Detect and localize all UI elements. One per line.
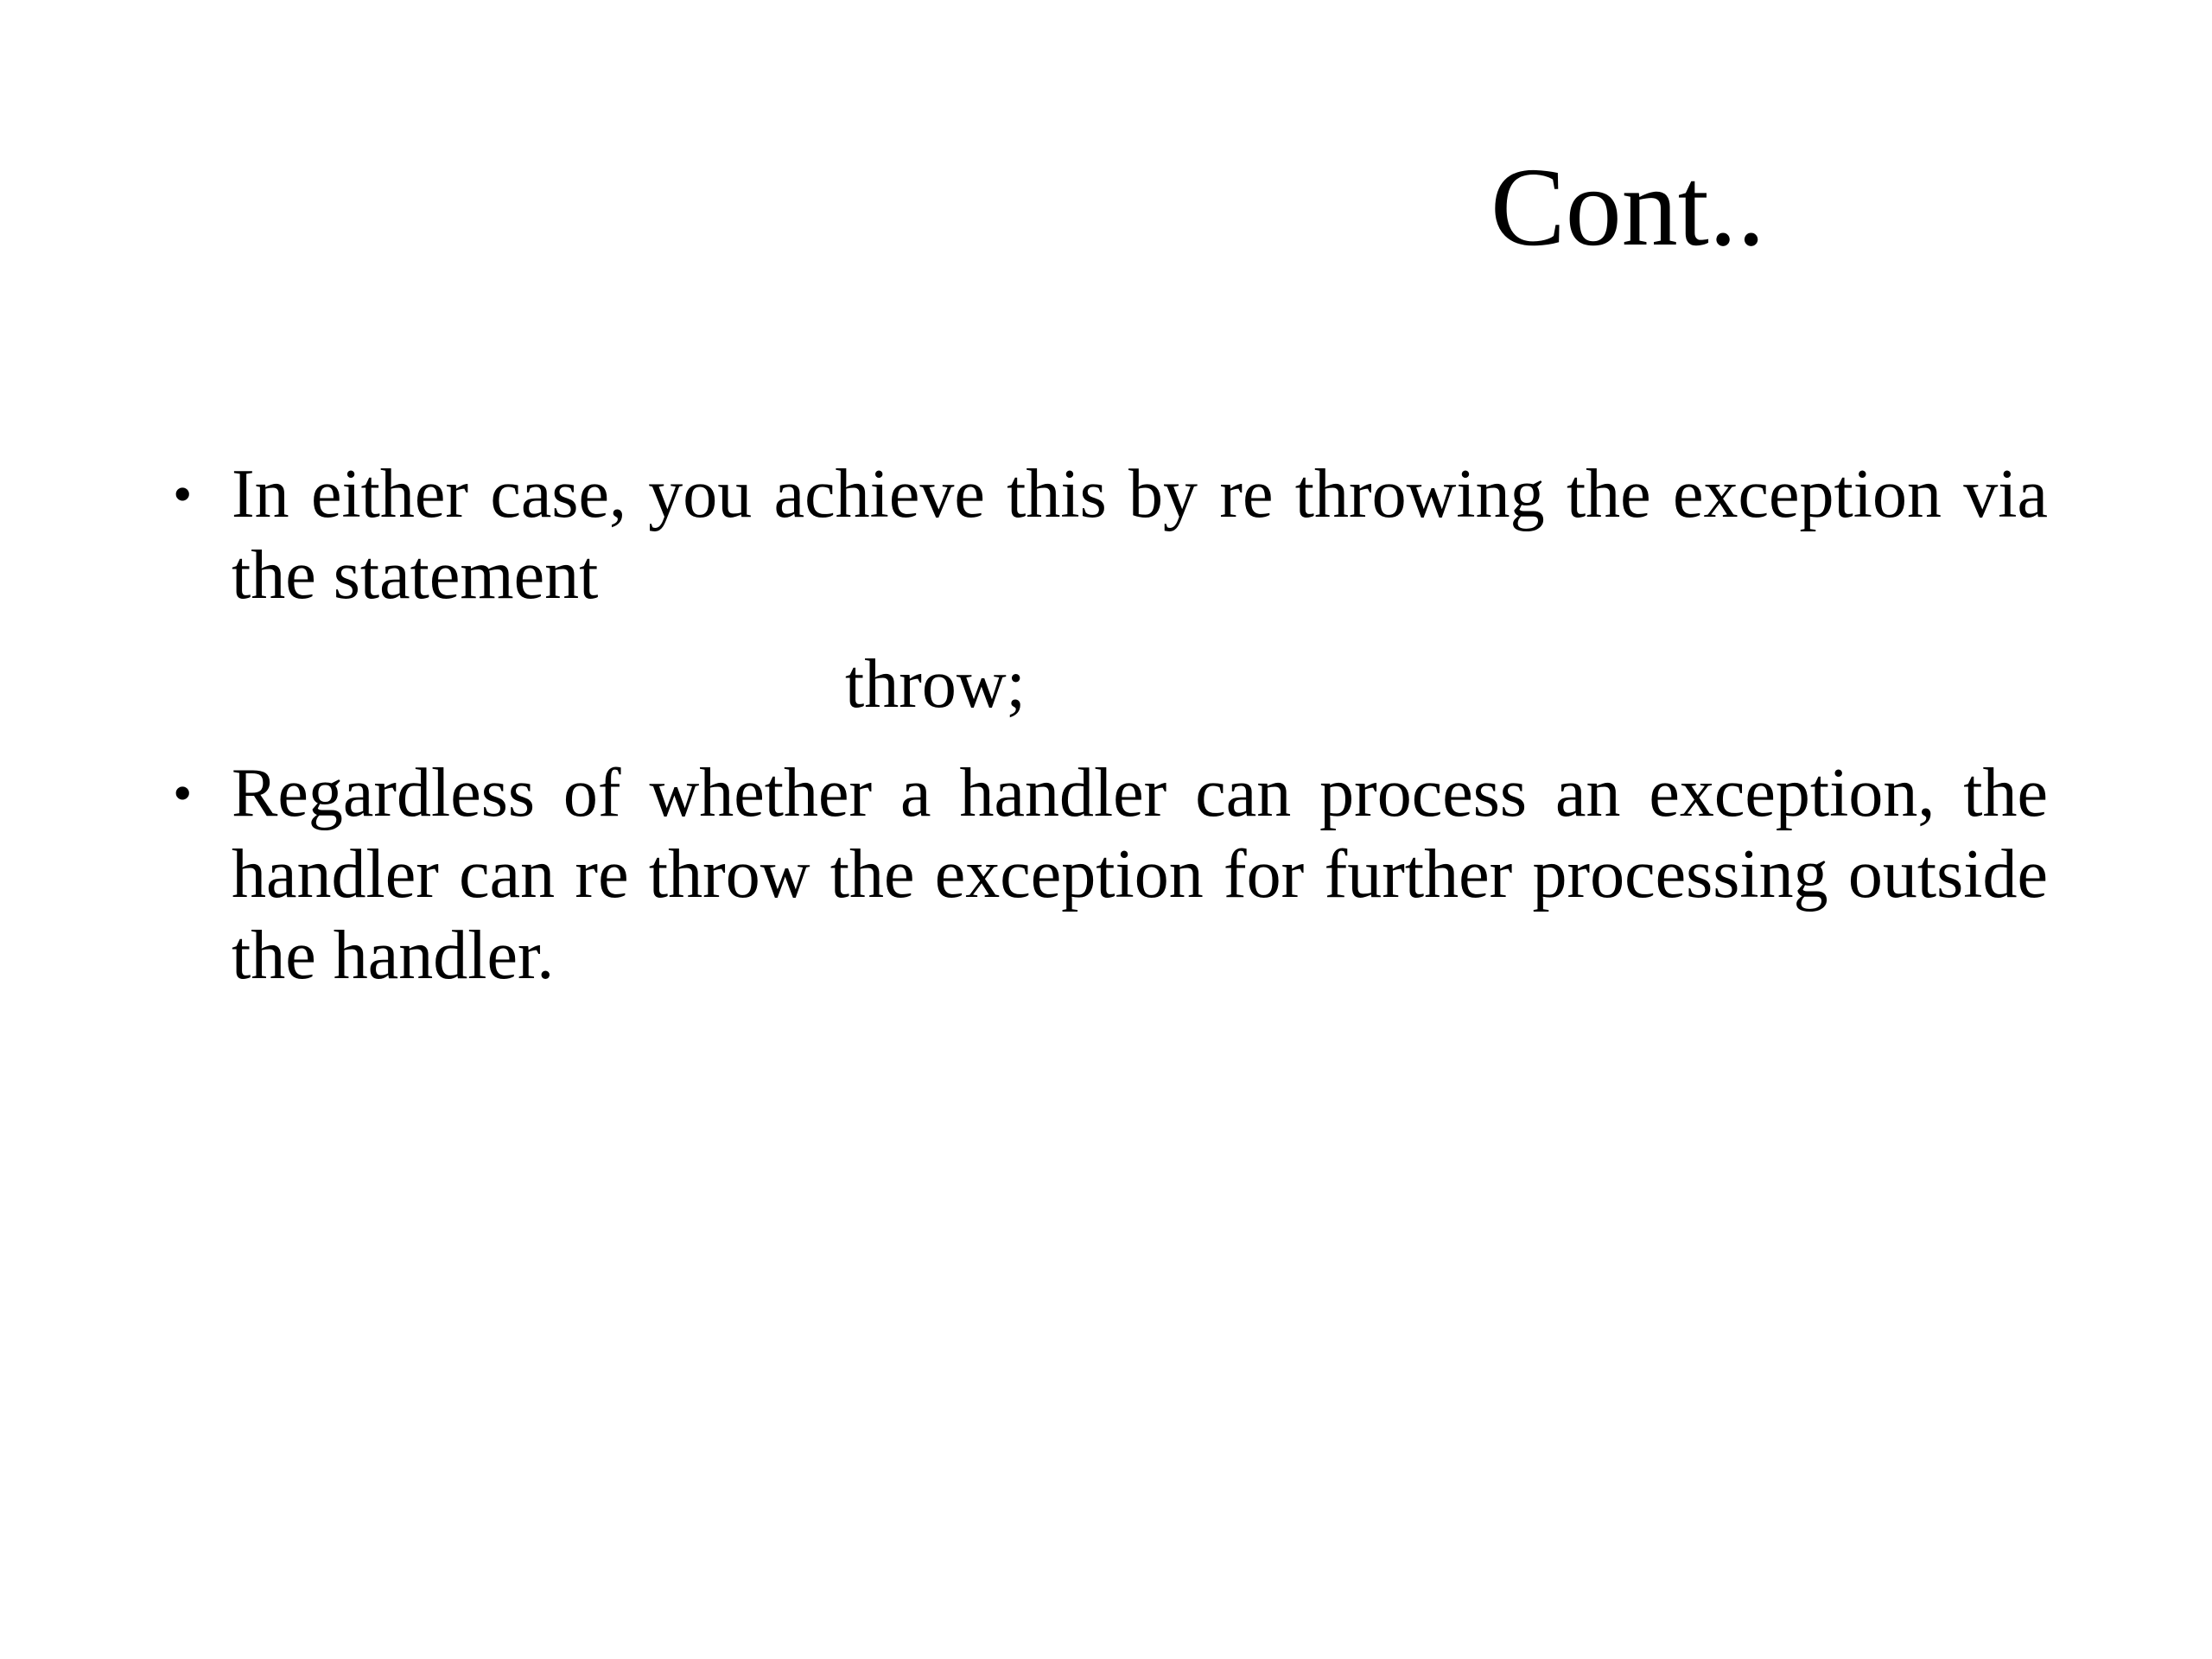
bullet-text: In either case, you achieve this by re throwing the exception via the statement <box>232 456 2048 613</box>
bullet-text: Regardless of whether a handler can process an exception, the handler can re throw the exception for further processing outside the handler. <box>232 755 2048 994</box>
slide-title: Cont.. <box>1491 145 1765 270</box>
bullet-item <box>173 454 2048 616</box>
bullet-marker: • <box>173 463 193 524</box>
bullet-marker: • <box>173 762 193 823</box>
code-statement: throw; <box>845 646 1026 722</box>
slide-body <box>173 454 2048 996</box>
bullet-item <box>173 753 2048 996</box>
